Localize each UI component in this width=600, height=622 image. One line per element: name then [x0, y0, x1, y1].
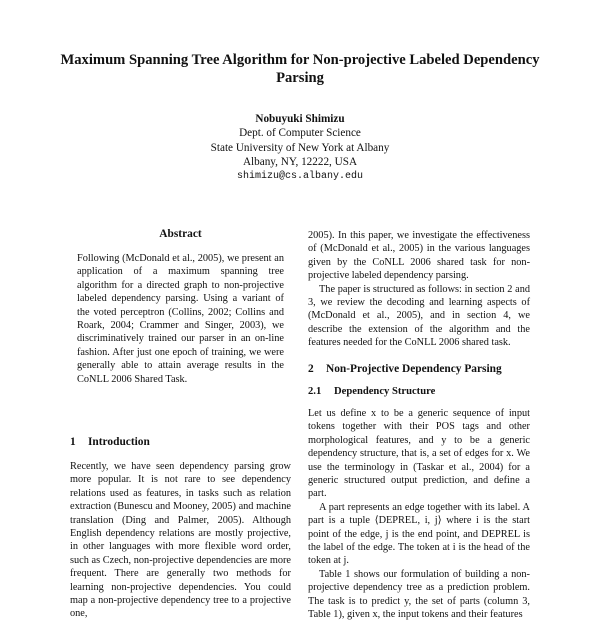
abstract-body: Following (McDonald et al., 2005), we present an application of a maximum spanning tree algorithm for a directed graph to non-projective labeled dependency parsing. Using a variant of the voted perceptron (Collins, 2002; Collins and Roark, 2004; Crammer and Singer, 2003), we discriminatively trained our parser in an on-line fashion. After just one epoch of training, we were generally able to attain average results in the CoNLL 2006 Shared Task.	[77, 253, 284, 385]
section-title: Introduction	[88, 436, 150, 448]
paragraph: Table 1 shows our formulation of building a non-projective dependency tree as a prediction problem. The task is to predict y, the set of parts (column 3, Table 1), given x, the input tokens and their features	[308, 568, 530, 621]
paragraph: 2005). In this paper, we investigate the effectiveness of (McDonald et al., 2005) in the various languages given by the CoNLL 2006 shared task for non-projective labeled dependency parsing.	[308, 230, 530, 282]
section-heading-non-projective	[308, 363, 502, 375]
paper-title: Maximum Spanning Tree Algorithm for Non-projective Labeled Dependency Parsing	[60, 52, 540, 86]
author-institution: State University of New York at Albany	[210, 141, 390, 154]
paragraph: The paper is structured as follows: in section 2 and 3, we review the decoding and learning aspects of (McDonald et al., 2005), and in section 4, we describe the extension of the algorithm and the features needed for the CoNLL 2006 shared task.	[308, 283, 530, 349]
introduction-continued	[308, 229, 530, 350]
author-department: Dept. of Computer Science	[239, 127, 361, 140]
paragraph: Let us define x to be a generic sequence of input tokens together with their POS tags and other morphological features, and y to be a generic dependency structure, that is, a set of edges for x. We use the terminology in (Taskar et al., 2004) for a generic structured output prediction, and define a part.	[308, 408, 530, 500]
paragraph: Recently, we have seen dependency parsing grow more popular. It is not rare to see dependency relations used as features, in tasks such as relation extraction (Bunescu and Mooney, 2005) and machine translation (Ding and Palmer, 2005). Although English dependency relations are mostly projective, in other languages with more flexible word order, such as Czech, non-projective dependencies are more frequent. There are generally two methods for learning non-projective dependencies. You could map a non-projective dependency tree to a projective one,	[70, 461, 291, 620]
subsection-number: 2.1	[308, 386, 322, 397]
section-title: Non-Projective Dependency Parsing	[326, 363, 502, 375]
section-number: 1	[70, 436, 76, 448]
subsection-title: Dependency Structure	[334, 386, 436, 397]
abstract-heading: Abstract	[159, 228, 202, 240]
author-email: shimizu@cs.albany.edu	[236, 170, 364, 182]
section-heading-introduction	[70, 436, 150, 448]
subsection-heading-dependency-structure	[308, 386, 435, 397]
author-block	[100, 112, 500, 184]
author-address: Albany, NY, 12222, USA	[242, 156, 358, 169]
introduction-body	[70, 460, 291, 621]
dependency-structure-body	[308, 407, 530, 622]
paragraph: A part represents an edge together with its label. A part is a tuple ⟨DEPREL, i, j⟩ where i is the start point of the edge, j is the end point, and DEPREL is the label of the edge. The token at i is the head of the token at j.	[308, 501, 530, 567]
author-name: Nobuyuki Shimizu	[255, 113, 345, 125]
section-number: 2	[308, 363, 314, 375]
